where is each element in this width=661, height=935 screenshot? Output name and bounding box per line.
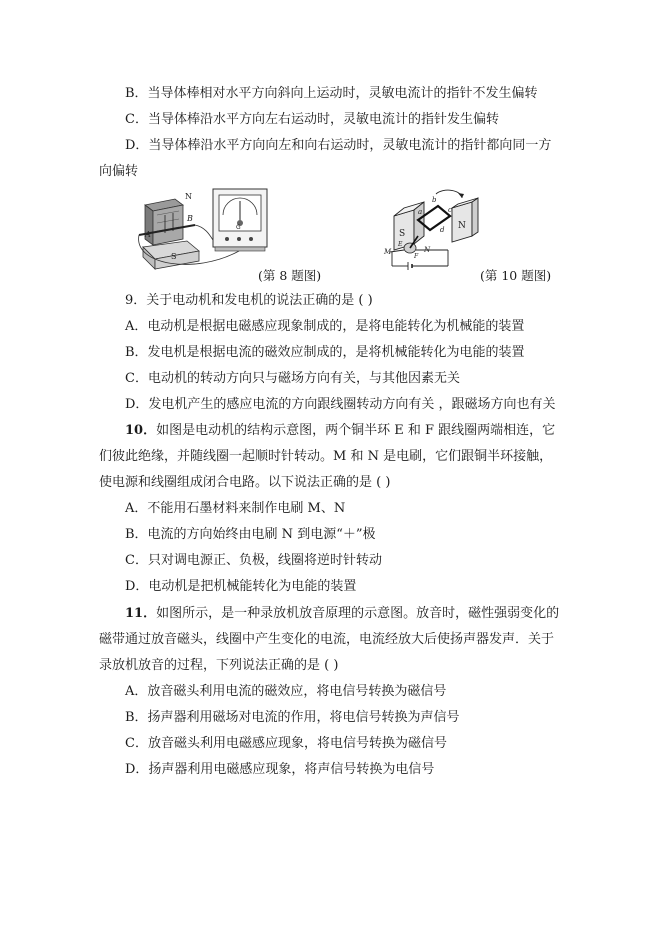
q8-option-d-line2: 向偏转 <box>99 164 139 179</box>
figure-8-diagram <box>135 185 275 280</box>
q11-stem-line3: 录放机放音的过程，下列说法正确的是 ( ) <box>99 658 339 673</box>
q10-option-c: C．只对调电源正、负极，线圈将逆时针转动 <box>125 553 382 568</box>
q11-option-d: D．扬声器利用电磁感应现象，将声信号转换为电信号 <box>125 762 435 777</box>
q10-stem-text1: 如图是电动机的结构示意图，两个铜半环 E 和 F 跟线圈两端相连，它 <box>156 423 556 438</box>
q11-stem-line1 <box>125 605 559 623</box>
q11-stem-text1: 如图所示，是一种录放机放音原理的示意图。放音时，磁性强弱变化的 <box>156 606 560 621</box>
fig10-label-n: N <box>458 221 466 231</box>
figure-10-caption: (第 10 题图) <box>480 268 552 283</box>
q11-number: 11． <box>125 606 157 621</box>
fig10-label-f: F <box>414 253 419 260</box>
q10-option-d: D．电动机是把机械能转化为电能的装置 <box>125 579 357 594</box>
figure-8-caption: (第 8 题图) <box>258 268 322 283</box>
q9-option-c: C．电动机的转动方向只与磁场方向有关，与其他因素无关 <box>125 371 460 386</box>
q11-stem-line2: 磁带通过放音磁头，线圈中产生变化的电流，电流经放大后使扬声器发声．关于 <box>99 632 555 647</box>
q10-option-a: A．不能用石墨材料来制作电刷 M、N <box>125 501 346 516</box>
q10-option-b: B．电流的方向始终由电刷 N 到电源“＋”极 <box>125 527 376 542</box>
fig10-label-d: d <box>440 226 445 234</box>
fig8-label-b: B <box>187 214 193 223</box>
q11-option-a: A．放音磁头利用电流的磁效应，将电信号转换为磁信号 <box>125 684 447 699</box>
q9-option-d: D．发电机产生的感应电流的方向跟线圈转动方向有关 ，跟磁场方向也有关 <box>125 397 556 412</box>
q9-option-a: A．电动机是根据电磁感应现象制成的，是将电能转化为机械能的装置 <box>125 319 525 334</box>
fig8-label-n: N <box>185 192 192 201</box>
q10-stem-line2: 们彼此绝缘，并随线圈一起顺时针转动。M 和 N 是电刷，它们跟铜半环接触， <box>99 449 553 464</box>
q10-stem-line1 <box>125 422 555 440</box>
fig8-label-s: S <box>171 252 177 261</box>
fig10-label-n-brush: N <box>424 246 431 254</box>
q11-option-c: C．放音磁头利用电磁感应现象，将电信号转换为磁信号 <box>125 736 447 751</box>
fig8-label-g: G <box>236 224 241 231</box>
fig10-label-m: M <box>384 248 392 256</box>
q9-stem: 9．关于电动机和发电机的说法正确的是 ( ) <box>125 293 373 308</box>
fig8-label-a: A <box>145 230 151 239</box>
fig10-label-b: b <box>432 196 437 204</box>
q8-option-b: B．当导体棒相对水平方向斜向上运动时，灵敏电流计的指针不发生偏转 <box>125 86 538 101</box>
q11-option-b: B．扬声器利用磁场对电流的作用，将电信号转换为声信号 <box>125 710 460 725</box>
fig10-label-a: a <box>418 208 423 216</box>
q8-option-c: C．当导体棒沿水平方向左右运动时，灵敏电流计的指针发生偏转 <box>125 112 499 127</box>
figure-10-diagram <box>378 180 488 270</box>
fig10-label-c: c <box>448 206 452 214</box>
fig10-label-s: S <box>399 229 406 239</box>
q10-stem-line3: 使电源和线圈组成闭合电路。以下说法正确的是 ( ) <box>99 475 391 490</box>
q10-number: 10． <box>125 423 157 438</box>
q8-option-d-line1: D．当导体棒沿水平方向向左和向右运动时，灵敏电流计的指针都向同一方 <box>125 138 552 153</box>
q9-option-b: B．发电机是根据电流的磁效应制成的，是将机械能转化为电能的装置 <box>125 345 525 360</box>
fig10-label-e: E <box>398 241 403 248</box>
